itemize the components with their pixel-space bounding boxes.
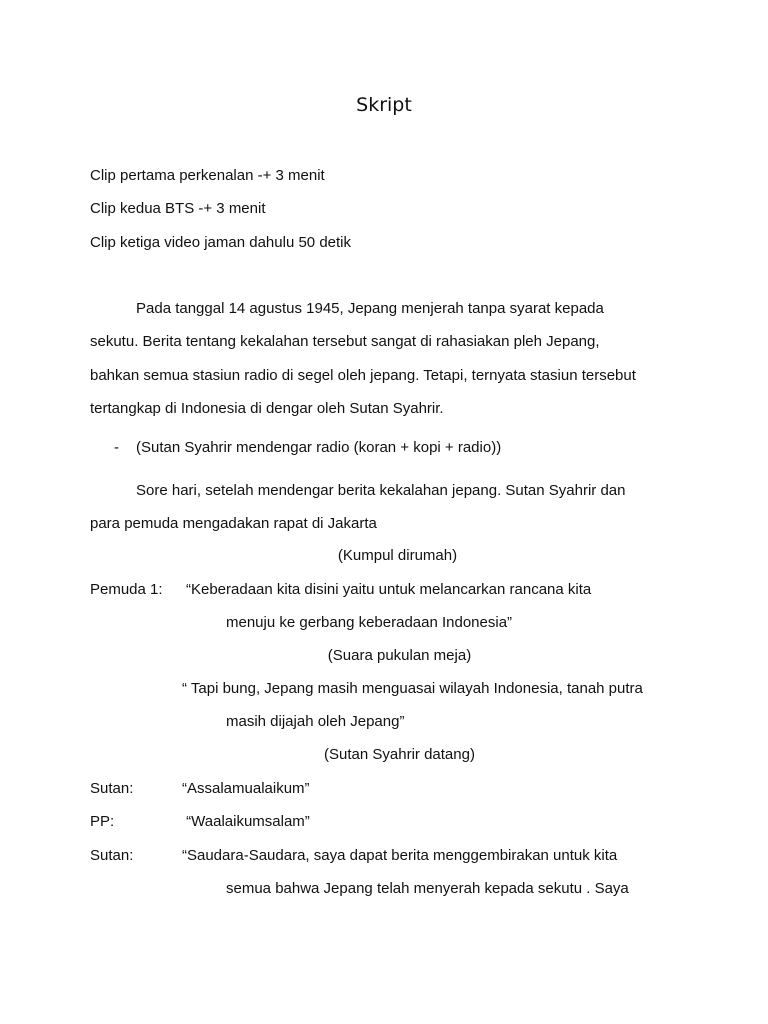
dialogue-1-speaker: Pemuda 1: [90, 581, 163, 598]
dialogue-5-speaker: Sutan: [90, 847, 134, 864]
dialogue-5-line-2: semua bahwa Jepang telah menyerah kepada sekutu . Saya [226, 880, 629, 897]
clip-line-1: Clip pertama perkenalan -+ 3 menit [90, 167, 325, 184]
paragraph-1-line-2: sekutu. Berita tentang kekalahan tersebut sangat di rahasiakan pleh Jepang, [90, 333, 600, 350]
stage-direction-3: (Sutan Syahrir datang) [324, 746, 475, 763]
document-title: Skript [356, 94, 412, 116]
dialogue-3-speaker: Sutan: [90, 780, 134, 797]
dialogue-2-line-1: “ Tapi bung, Jepang masih menguasai wilayah Indonesia, tanah putra [182, 680, 643, 697]
paragraph-2-line-1: Sore hari, setelah mendengar berita kekalahan jepang. Sutan Syahrir dan [136, 482, 626, 499]
clip-line-3: Clip ketiga video jaman dahulu 50 detik [90, 234, 351, 251]
dialogue-2-line-2: masih dijajah oleh Jepang” [226, 713, 405, 730]
stage-direction-2: (Suara pukulan meja) [327, 647, 472, 664]
paragraph-1-line-1: Pada tanggal 14 agustus 1945, Jepang menjerah tanpa syarat kepada [136, 300, 604, 317]
dialogue-4-line: “Waalaikumsalam” [182, 813, 310, 830]
bullet-marker: - [114, 439, 119, 456]
bullet-text: (Sutan Syahrir mendengar radio (koran + kopi + radio)) [136, 439, 502, 456]
paragraph-1-line-3: bahkan semua stasiun radio di segel oleh jepang. Tetapi, ternyata stasiun tersebut [90, 367, 636, 384]
dialogue-3-line: “Assalamualaikum” [182, 780, 310, 797]
dialogue-1-line-2: menuju ke gerbang keberadaan Indonesia” [226, 614, 513, 631]
clip-line-2: Clip kedua BTS -+ 3 menit [90, 200, 266, 217]
stage-direction-1: (Kumpul dirumah) [337, 547, 458, 564]
paragraph-2-line-2: para pemuda mengadakan rapat di Jakarta [90, 515, 377, 532]
paragraph-1-line-4: tertangkap di Indonesia di dengar oleh Sutan Syahrir. [90, 400, 444, 417]
dialogue-1-line-1: “Keberadaan kita disini yaitu untuk melancarkan rancana kita [186, 581, 592, 598]
dialogue-5-line-1: “Saudara-Saudara, saya dapat berita menggembirakan untuk kita [182, 847, 618, 864]
dialogue-4-speaker: PP: [90, 813, 115, 830]
